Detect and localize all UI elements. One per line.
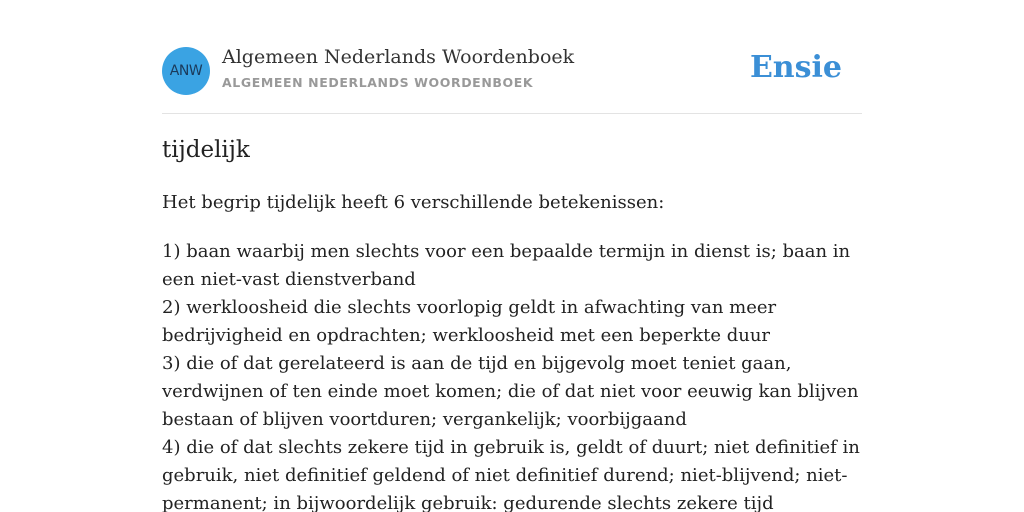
meanings-list (162, 238, 862, 512)
source-title[interactable]: Algemeen Nederlands Woordenboek (222, 46, 575, 68)
meaning-item: 4) die of dat slechts zekere tijd in gebruik is, geldt of duurt; niet definitief in gebruik, niet definitief geldend of niet definitief durend; niet-blijvend; niet-permanent; in bijwoordelijk gebruik: gedurende slechts zekere tijd (162, 437, 860, 512)
source-header (162, 0, 862, 114)
logo-text: ANW (169, 63, 203, 79)
ensie-brand-logo[interactable]: Ensie (749, 50, 842, 85)
meaning-item: 1) baan waarbij men slechts voor een bepaalde termijn in dienst is; baan in een niet-vast dienstverband (162, 241, 851, 290)
anw-logo[interactable] (162, 47, 210, 95)
page (162, 0, 862, 512)
entry-term: tijdelijk (162, 137, 250, 163)
source-subtitle: ALGEMEEN NEDERLANDS WOORDENBOEK (222, 75, 534, 90)
meaning-item: 3) die of dat gerelateerd is aan de tijd en bijgevolg moet teniet gaan, verdwijnen of ten einde moet komen; die of dat niet voor eeuwig kan blijven bestaan of blijven voortduren; vergankelijk; voorbijgaand (162, 353, 859, 430)
entry-intro: Het begrip tijdelijk heeft 6 verschillende betekenissen: (162, 192, 665, 213)
meaning-item: 2) werkloosheid die slechts voorlopig geldt in afwachting van meer bedrijvigheid en opdrachten; werkloosheid met een beperkte duur (162, 297, 777, 346)
